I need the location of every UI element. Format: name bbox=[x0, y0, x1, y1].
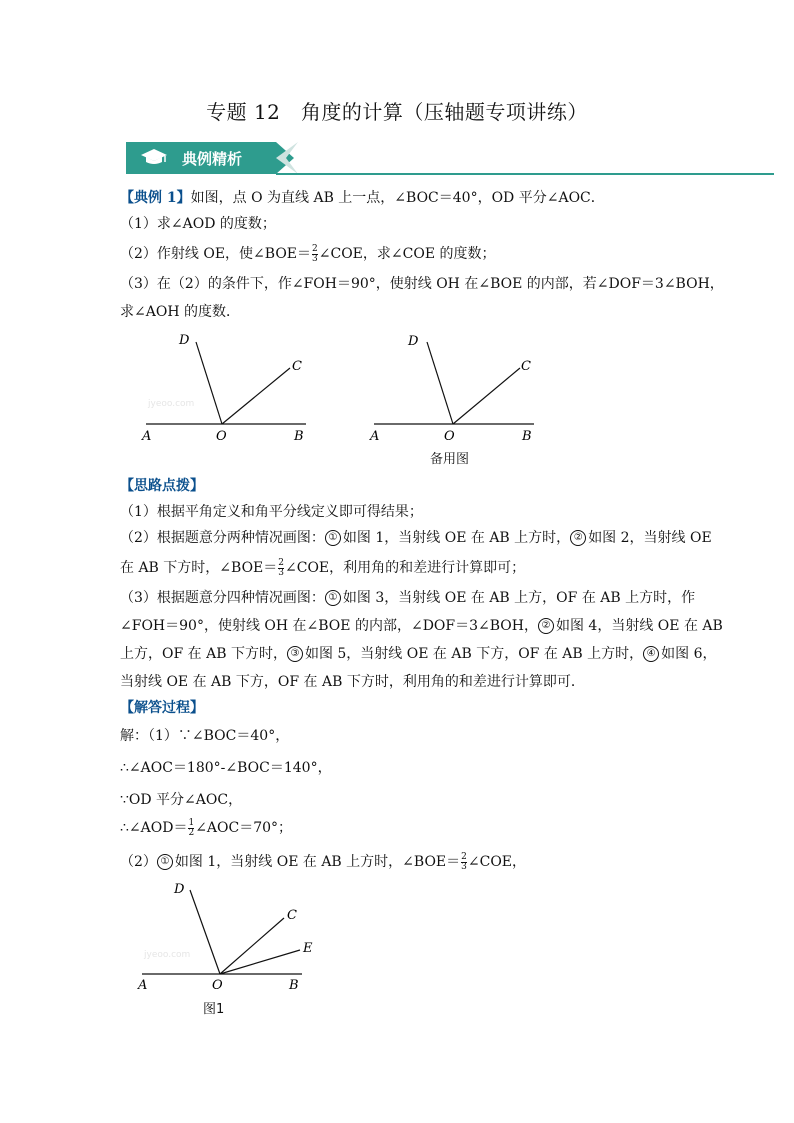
hint-1: （1）根据平角定义和角平分线定义即可得结果； bbox=[120, 504, 423, 520]
label-d: D bbox=[179, 333, 190, 348]
question-1: （1）求∠AOD 的度数； bbox=[120, 216, 276, 232]
label-c: C bbox=[287, 908, 297, 923]
circled-number: ④ bbox=[643, 646, 659, 662]
figure-1-caption: 图1 bbox=[203, 1002, 225, 1017]
circled-number: ② bbox=[570, 530, 586, 546]
circled-number: ① bbox=[157, 854, 173, 870]
solution-line-4: ∴∠AOD＝ $\frac{1}{2}$ ∠AOC＝70°； bbox=[120, 817, 293, 838]
label-o: O bbox=[444, 429, 455, 444]
label-c: C bbox=[521, 359, 531, 374]
label-a: A bbox=[138, 978, 148, 993]
fraction: $\frac{1}{2}$ bbox=[188, 817, 195, 838]
hint-2-line-1: （2）根据题意分两种情况画图： ① 如图 1，当射线 OE 在 AB 上方时， ② 如图 2，当射线 OE bbox=[120, 530, 712, 546]
banner-underline bbox=[276, 173, 774, 175]
main-figure bbox=[136, 326, 316, 446]
hint-3-line-3: 上方，OF 在 AB 下方时， ③ 如图 5，当射线 OE 在 AB 下方，OF 在 AB 上方时， ④ 如图 6， bbox=[120, 646, 717, 662]
label-o: O bbox=[212, 978, 223, 993]
hints-tag: 【思路点拨】 bbox=[120, 478, 204, 494]
circled-number: ② bbox=[538, 618, 554, 634]
label-d: D bbox=[174, 882, 185, 897]
hint-3-line-2: ∠FOH＝90°，使射线 OH 在∠BOE 的内部，∠DOF＝3∠BOH， ② 如图 4，当射线 OE 在 AB bbox=[120, 618, 723, 634]
question-3-line-1: （3）在（2）的条件下，作∠FOH＝90°，使射线 OH 在∠BOE 的内部，若∠DOF＝3∠BOH， bbox=[120, 276, 724, 292]
label-a: A bbox=[370, 429, 380, 444]
figure-1 bbox=[134, 876, 324, 996]
banner-heading: 典例精析 bbox=[182, 150, 243, 168]
backup-figure bbox=[364, 326, 544, 446]
watermark: jyeoo.com bbox=[144, 950, 191, 960]
solution-tag: 【解答过程】 bbox=[120, 700, 204, 716]
circled-number: ③ bbox=[287, 646, 303, 662]
solution-line-5: （2） ① 如图 1，当射线 OE 在 AB 上方时，∠BOE＝ $\frac{2}{3}$ ∠COE， bbox=[120, 851, 527, 872]
solution-line-1: 解：（1）∵∠BOC＝40°， bbox=[120, 728, 290, 744]
label-c: C bbox=[292, 359, 302, 374]
solution-line-3: ∵OD 平分∠AOC， bbox=[120, 792, 243, 808]
fraction: $\frac{2}{3}$ bbox=[278, 557, 285, 578]
label-o: O bbox=[216, 429, 227, 444]
label-a: A bbox=[142, 429, 152, 444]
label-b: B bbox=[522, 429, 532, 444]
question-3-line-2: 求∠AOH 的度数． bbox=[120, 304, 240, 320]
problem-stem: 【典例 1】如图，点 O 为直线 AB 上一点，∠BOC＝40°，OD 平分∠AOC． bbox=[120, 190, 605, 206]
circled-number: ① bbox=[325, 590, 341, 606]
graduation-cap-icon bbox=[140, 147, 168, 167]
label-b: B bbox=[289, 978, 299, 993]
circled-number: ① bbox=[325, 530, 341, 546]
fraction: $\frac{2}{3}$ bbox=[461, 851, 467, 872]
hint-3-line-1: （3）根据题意分四种情况画图： ① 如图 3，当射线 OE 在 AB 上方，OF 在 AB 上方时，作 bbox=[120, 590, 696, 606]
label-b: B bbox=[294, 429, 304, 444]
hint-2-line-2: 在 AB 下方时，∠BOE＝ $\frac{2}{3}$ ∠COE，利用角的和差进行计算即可； bbox=[120, 557, 526, 578]
question-2: （2）作射线 OE，使∠BOE＝ $\frac{2}{3}$ ∠COE，求∠COE 的度数； bbox=[120, 243, 496, 264]
label-d: D bbox=[408, 334, 419, 349]
hint-3-line-4: 当射线 OE 在 AB 下方，OF 在 AB 下方时，利用角的和差进行计算即可． bbox=[120, 674, 585, 690]
watermark: jyeoo.com bbox=[148, 399, 195, 409]
problem-tag: 【典例 1】 bbox=[120, 190, 191, 206]
solution-line-2: ∴∠AOC＝180°-∠BOC＝140°， bbox=[120, 760, 332, 776]
fraction: $\frac{2}{3}$ bbox=[312, 243, 318, 264]
label-e: E bbox=[303, 941, 313, 956]
page-title: 专题 12 角度的计算（压轴题专项讲练） bbox=[206, 100, 588, 124]
section-banner bbox=[126, 140, 776, 176]
backup-figure-caption: 备用图 bbox=[430, 452, 470, 467]
